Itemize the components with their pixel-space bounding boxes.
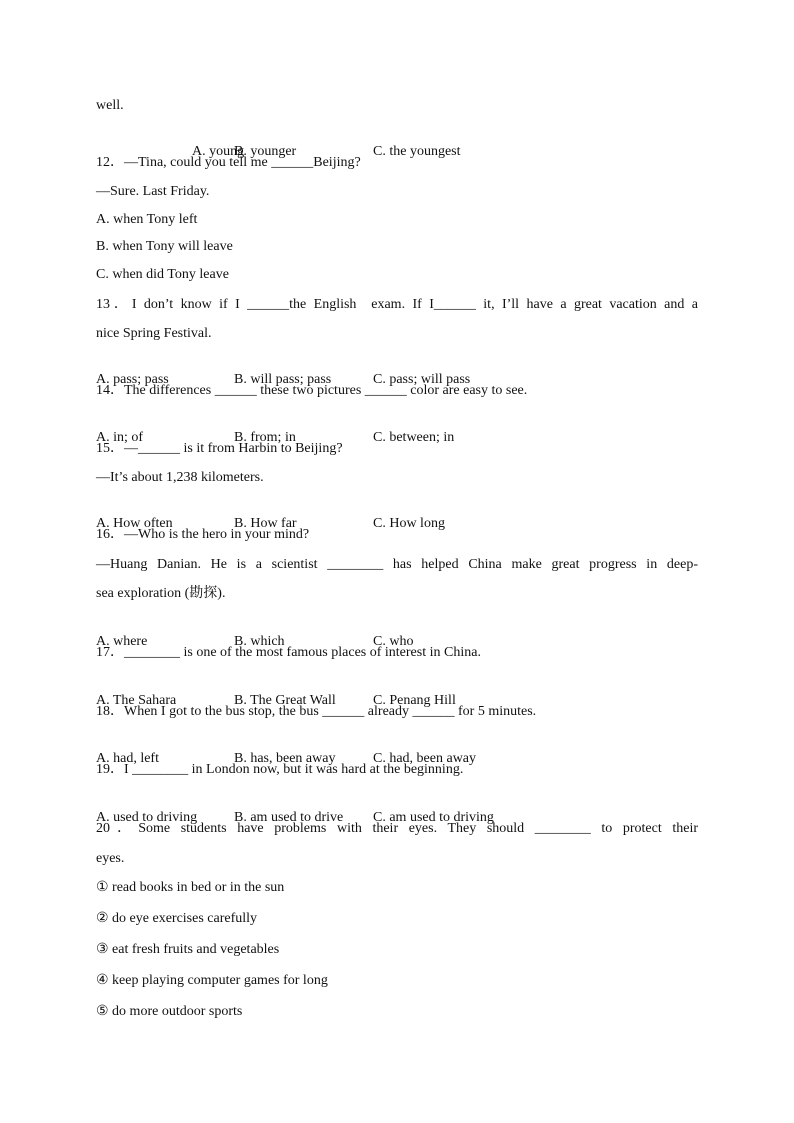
q13-option-b: B. will pass; pass xyxy=(234,372,332,387)
q15-answer: —It’s about 1,238 kilometers. xyxy=(96,470,264,485)
q11-option-c: C. the youngest xyxy=(373,144,461,159)
q16-answer-line1: —Huang Danian. He is a scientist ________ has helped China make great progress in deep- xyxy=(96,557,698,572)
q17-option-c: C. Penang Hill xyxy=(373,693,456,708)
q20-item-1: ① read books in bed or in the sun xyxy=(96,880,285,895)
q20-stem-line2: eyes. xyxy=(96,851,125,866)
q19-option-a: A. used to driving xyxy=(96,810,198,825)
q12-answer: —Sure. Last Friday. xyxy=(96,184,210,199)
q20-item-2: ② do eye exercises carefully xyxy=(96,911,258,926)
q17-stem: 17．________ is one of the most famous places of interest in China. xyxy=(96,645,481,660)
q12-option-a: A. when Tony left xyxy=(96,212,198,227)
q20-item-3: ③ eat fresh fruits and vegetables xyxy=(96,942,280,957)
q13-stem-line1: 13．I don’t know if I ______the English exam. If I______ it, I’ll have a great vacation and a xyxy=(96,297,698,312)
q17-option-a: A. The Sahara xyxy=(96,693,177,708)
q16-option-b: B. which xyxy=(234,634,285,649)
q15-option-b: B. How far xyxy=(234,516,297,531)
q16-option-a: A. where xyxy=(96,634,148,649)
q12-stem: 12．—Tina, could you tell me ______Beijing? xyxy=(96,155,361,170)
q16-stem: 16．—Who is the hero in your mind? xyxy=(96,527,310,542)
q11-stem-tail: well. xyxy=(96,98,124,113)
q20-item-5: ⑤ do more outdoor sports xyxy=(96,1004,243,1019)
q15-option-a: A. How often xyxy=(96,516,173,531)
q16-answer-line2: sea exploration (勘探). xyxy=(96,586,226,601)
q18-option-c: C. had, been away xyxy=(373,751,477,766)
q20-stem-line1: 20．Some students have problems with their eyes. They should ________ to protect their xyxy=(96,821,698,836)
q18-option-b: B. has, been away xyxy=(234,751,336,766)
q12-option-c: C. when did Tony leave xyxy=(96,267,229,282)
q12-option-b: B. when Tony will leave xyxy=(96,239,233,254)
q13-option-a: A. pass; pass xyxy=(96,372,169,387)
q14-option-a: A. in; of xyxy=(96,430,144,445)
q18-option-a: A. had, left xyxy=(96,751,159,766)
q15-option-c: C. How long xyxy=(373,516,445,531)
q20-item-4: ④ keep playing computer games for long xyxy=(96,973,328,988)
q13-option-c: C. pass; will pass xyxy=(373,372,471,387)
q14-stem: 14．The differences ______ these two pictures ______ color are easy to see. xyxy=(96,383,528,398)
q11-option-b: B. younger xyxy=(234,144,297,159)
q14-option-c: C. between; in xyxy=(373,430,455,445)
q15-stem: 15．—______ is it from Harbin to Beijing? xyxy=(96,441,343,456)
q19-option-c: C. am used to driving xyxy=(373,810,494,825)
q17-option-b: B. The Great Wall xyxy=(234,693,336,708)
q19-stem: 19．I ________ in London now, but it was hard at the beginning. xyxy=(96,762,464,777)
q11-option-a: A. young xyxy=(192,144,245,159)
q16-option-c: C. who xyxy=(373,634,414,649)
q19-option-b: B. am used to drive xyxy=(234,810,344,825)
q18-stem: 18．When I got to the bus stop, the bus ______ already ______ for 5 minutes. xyxy=(96,704,537,719)
q14-option-b: B. from; in xyxy=(234,430,296,445)
q13-stem-line2: nice Spring Festival. xyxy=(96,326,212,341)
